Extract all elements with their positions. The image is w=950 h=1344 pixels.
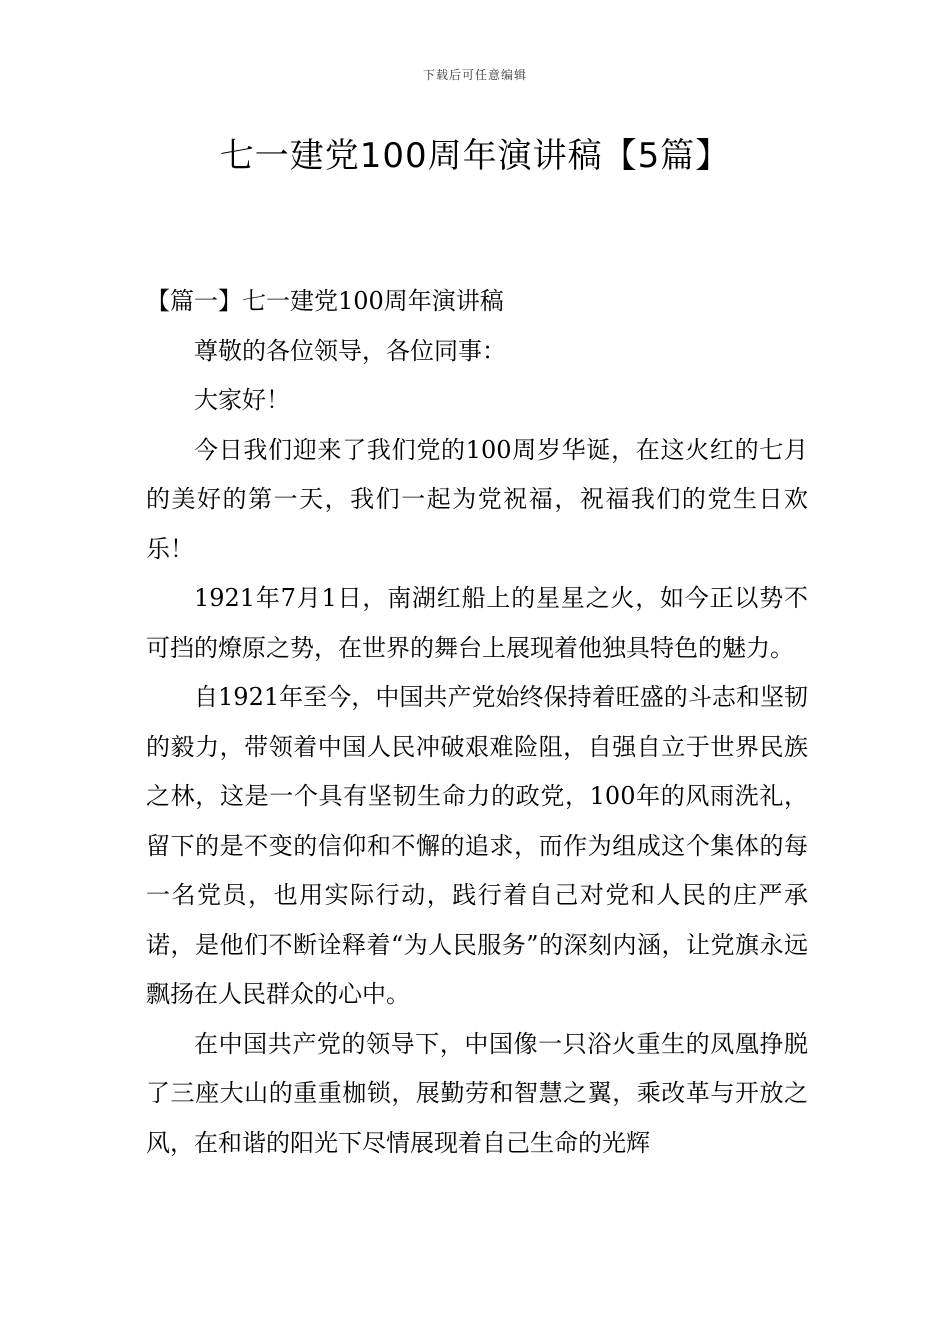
salutation: 尊敬的各位领导，各位同事： xyxy=(194,336,506,365)
greeting: 大家好！ xyxy=(194,386,290,414)
header-note: 下载后可任意编辑 xyxy=(422,68,527,82)
section-heading: 【篇一】七一建党100周年演讲稿 xyxy=(146,287,504,315)
document-body xyxy=(146,277,808,1168)
paragraph-4: 在中国共产党的领导下，中国像一只浴火重生的凤凰挣脱了三座大山的重重枷锁，展勤劳和智慧之翼，乘改革与开放之风，在和谐的阳光下尽情展现着自己生命的光辉 xyxy=(146,1029,808,1157)
paragraph-1: 今日我们迎来了我们党的100周岁华诞，在这火红的七月的美好的第一天，我们一起为党祝福，祝福我们的党生日欢乐！ xyxy=(146,435,808,563)
paragraph-2: 1921年7月1日，南湖红船上的星星之火，如今正以势不可挡的燎原之势，在世界的舞台上展现着他独具特色的魅力。 xyxy=(146,584,808,662)
document-title: 七一建党100周年演讲稿【5篇】 xyxy=(219,136,731,176)
paragraph-3: 自1921年至今，中国共产党始终保持着旺盛的斗志和坚韧的毅力，带领着中国人民冲破艰难险阻，自强自立于世界民族之林，这是一个具有坚韧生命力的政党，100年的风雨洗礼，留下的是不变的信仰和不懈的追求，而作为组成这个集体的每一名党员，也用实际行动，践行着自己对党和人民的庄严承诺，是他们不断诠释着“为人民服务”的深刻内涵，让党旗永远飘扬在人民群众的心中。 xyxy=(146,683,808,1008)
